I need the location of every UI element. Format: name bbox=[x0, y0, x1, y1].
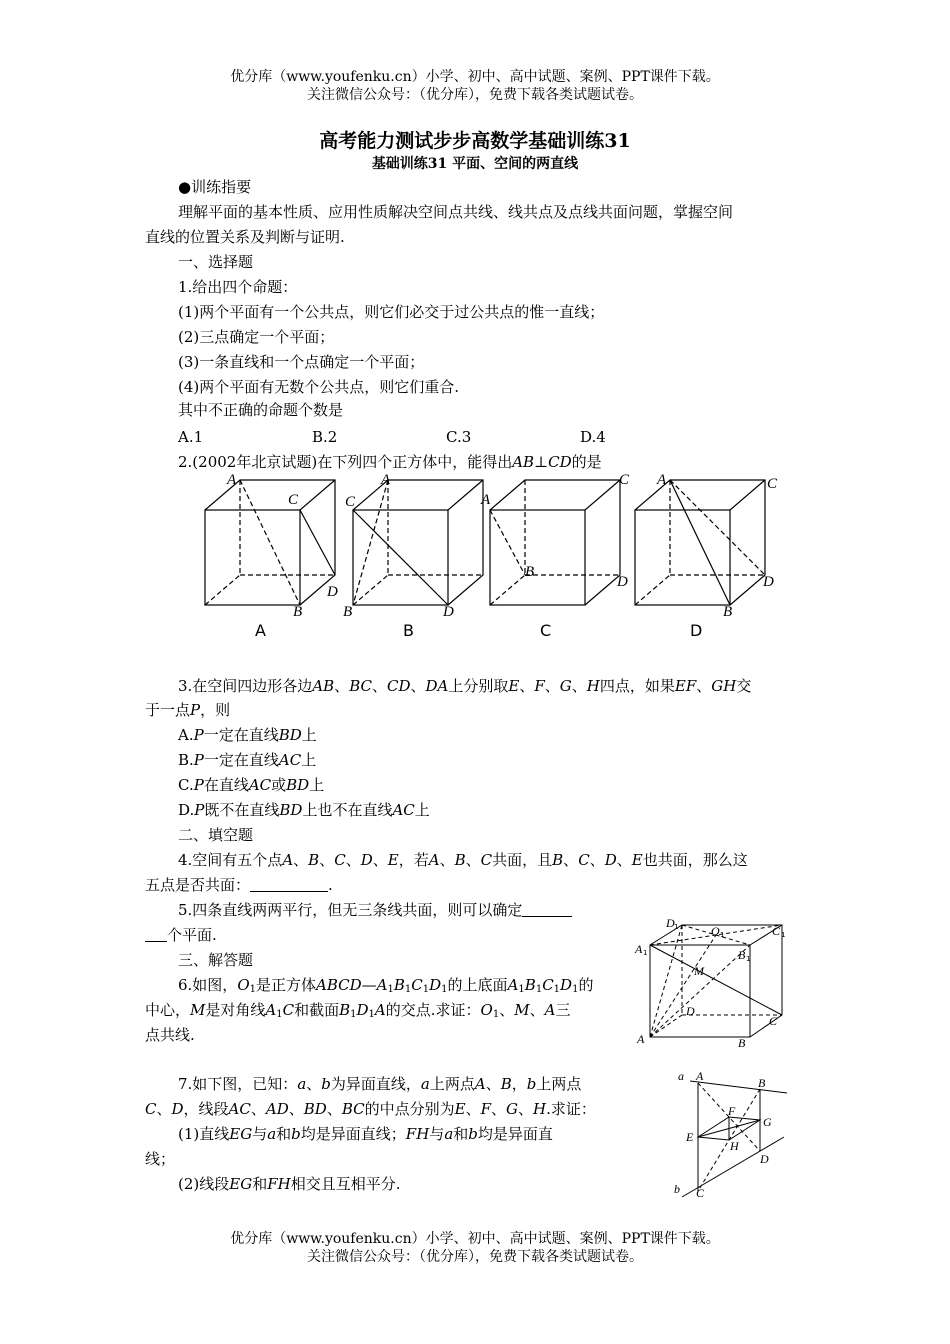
cube-c-label-c: C bbox=[619, 472, 630, 488]
cube-d-label-a: A bbox=[657, 472, 667, 488]
q7-fig-label-a: A bbox=[696, 1069, 704, 1083]
q5-answer-blank bbox=[522, 902, 572, 917]
cube-b-label-b: B bbox=[343, 604, 353, 620]
q1-option-b: B.2 bbox=[312, 428, 338, 446]
guide-text-1: 理解平面的基本性质、应用性质解决空间点共线、线共点及点线共面问题，掌握空间 bbox=[178, 203, 734, 221]
q6-fig-label-a1: A bbox=[635, 942, 643, 956]
section-choice: 一、选择题 bbox=[178, 253, 254, 271]
svg-text:1: 1 bbox=[674, 923, 679, 931]
cube-figure-b bbox=[353, 480, 483, 605]
q7-fig-label-b: B bbox=[758, 1076, 766, 1090]
cube-a-label-a: A bbox=[227, 472, 237, 488]
q6-stem-2: 中心，M是对角线$A_1C$和截面$B_1D_1A$的交点.求证：$O_1$、M、A三 bbox=[145, 1001, 571, 1020]
q7-fig-label-b-line: b bbox=[674, 1182, 680, 1196]
q1-ask: 其中不正确的命题个数是 bbox=[178, 401, 344, 419]
q4-stem-1: 4.空间有五个点A、B、C、D、E，若A、B、C共面，且B、C、D、E也共面，那么这 bbox=[178, 851, 748, 869]
q1-option-c: C.3 bbox=[446, 428, 472, 446]
cube-caption-b: B bbox=[403, 621, 414, 640]
q7-part-1-cont: 线； bbox=[145, 1150, 176, 1168]
q6-fig-label-m: M bbox=[694, 964, 704, 978]
q5-stem-2: 个平面. bbox=[145, 925, 217, 945]
footer-line-2: 关注微信公众号：（优分库），免费下载各类试题试卷。 bbox=[307, 1249, 643, 1265]
svg-text:1: 1 bbox=[720, 931, 725, 939]
cube-figure-d bbox=[635, 480, 765, 605]
cube-d-label-d: D bbox=[763, 574, 774, 590]
q1-prop-4: (4)两个平面有无数个公共点，则它们重合. bbox=[178, 378, 460, 396]
page-subtitle: 基础训练31 平面、空间的两直线 bbox=[371, 156, 579, 172]
q1-prop-1: (1)两个平面有一个公共点，则它们必交于过公共点的惟一直线； bbox=[178, 303, 605, 321]
q7-fig-label-f: F bbox=[728, 1104, 736, 1118]
q3-option-a: A.P一定在直线BD上 bbox=[178, 726, 317, 744]
q6-fig-label-o1: O bbox=[711, 924, 720, 938]
q7-fig-label-c: C bbox=[696, 1186, 705, 1200]
q7-fig-label-h: H bbox=[730, 1139, 739, 1153]
section-answer: 三、解答题 bbox=[178, 951, 254, 969]
q7-skew-lines-figure bbox=[672, 1065, 790, 1200]
footer-line-1: 优分库（www.youfenku.cn）小学、初中、高中试题、案例、PPT课件下载。 bbox=[230, 1231, 720, 1247]
q6-fig-label-a: A bbox=[637, 1032, 645, 1046]
cube-c-label-b: B bbox=[525, 564, 535, 580]
q6-fig-label-d1: D bbox=[666, 916, 675, 930]
q3-stem-2: 于一点P，则 bbox=[145, 701, 231, 719]
q7-part-1: (1)直线EG与a和b均是异面直线；FH与a和b均是异面直 bbox=[178, 1125, 553, 1143]
q6-fig-label-d: D bbox=[686, 1004, 695, 1018]
q6-fig-label-b1: B bbox=[738, 948, 746, 962]
page-title: 高考能力测试步步高数学基础训练31 bbox=[319, 130, 631, 152]
q5-stem-1: 5.四条直线两两平行，但无三条线共面，则可以确定 bbox=[178, 900, 572, 920]
q1-prop-2: (2)三点确定一个平面； bbox=[178, 328, 335, 346]
q6-fig-label-b: B bbox=[738, 1036, 746, 1047]
q2-stem: 2.(2002年北京试题)在下列四个正方体中，能得出AB⊥CD的是 bbox=[178, 453, 602, 471]
cube-a-label-d: D bbox=[327, 584, 338, 600]
header-line-2: 关注微信公众号：（优分库），免费下载各类试题试卷。 bbox=[307, 87, 643, 103]
q3-option-b: B.P一定在直线AC上 bbox=[178, 751, 317, 769]
cube-c-label-d: D bbox=[617, 574, 628, 590]
q7-stem-1: 7.如下图，已知：a、b为异面直线，a上两点A、B，b上两点 bbox=[178, 1075, 582, 1093]
cube-caption-a: A bbox=[255, 621, 266, 640]
q7-fig-label-d: D bbox=[760, 1152, 769, 1166]
q7-fig-label-a-line: a bbox=[678, 1069, 684, 1083]
q7-fig-label-g: G bbox=[763, 1115, 772, 1129]
q6-stem-1: 6.如图，$O_1$是正方体$ABCD—A_1B_1C_1D_1$的上底面$A_1B_1C_1D_1$的 bbox=[178, 976, 594, 995]
svg-text:1: 1 bbox=[781, 931, 786, 939]
q4-stem-2: 五点是否共面： . bbox=[145, 876, 333, 894]
cube-c-label-a: A bbox=[481, 492, 491, 508]
q1-prop-3: (3)一条直线和一个点确定一个平面； bbox=[178, 353, 425, 371]
cube-figure-c bbox=[490, 480, 620, 605]
q3-stem-1: 3.在空间四边形各边AB、BC、CD、DA上分别取E、F、G、H四点，如果EF、GH交 bbox=[178, 677, 752, 695]
q4-answer-blank bbox=[250, 877, 328, 892]
cube-d-label-c: C bbox=[767, 476, 778, 492]
q1-option-d: D.4 bbox=[580, 428, 606, 446]
cube-caption-d: D bbox=[690, 621, 703, 640]
q1-option-a: A.1 bbox=[178, 428, 204, 446]
guide-heading: ●训练指要 bbox=[178, 178, 252, 196]
header-line-1: 优分库（www.youfenku.cn）小学、初中、高中试题、案例、PPT课件下载。 bbox=[230, 69, 720, 85]
cube-caption-c: C bbox=[540, 621, 552, 640]
cube-a-label-b: B bbox=[293, 604, 303, 620]
q3-option-c: C.P在直线AC或BD上 bbox=[178, 776, 325, 794]
svg-text:1: 1 bbox=[746, 955, 751, 963]
cube-figure-a bbox=[205, 480, 335, 605]
cube-b-label-c: C bbox=[345, 494, 356, 510]
guide-text-2: 直线的位置关系及判断与证明. bbox=[145, 228, 345, 246]
q7-stem-2: C、D，线段AC、AD、BD、BC的中点分别为E、F、G、H.求证： bbox=[145, 1100, 596, 1118]
cube-b-label-d: D bbox=[443, 604, 454, 620]
svg-text:1: 1 bbox=[643, 949, 648, 957]
q2-cube-figures bbox=[195, 470, 795, 645]
q7-fig-label-e: E bbox=[686, 1130, 694, 1144]
cube-d-label-b: B bbox=[723, 604, 733, 620]
q1-stem: 1.给出四个命题： bbox=[178, 278, 298, 296]
section-fill: 二、填空题 bbox=[178, 826, 254, 844]
q6-fig-label-c: C bbox=[769, 1014, 778, 1028]
cube-a-label-c: C bbox=[288, 492, 299, 508]
q6-cube-figure bbox=[632, 915, 792, 1047]
cube-b-label-a: A bbox=[381, 472, 391, 488]
q7-part-2: (2)线段EG和FH相交且互相平分. bbox=[178, 1175, 401, 1193]
q6-stem-3: 点共线. bbox=[145, 1026, 195, 1044]
q3-option-d: D.P既不在直线BD上也不在直线AC上 bbox=[178, 801, 430, 819]
q6-fig-label-c1: C bbox=[772, 924, 781, 938]
